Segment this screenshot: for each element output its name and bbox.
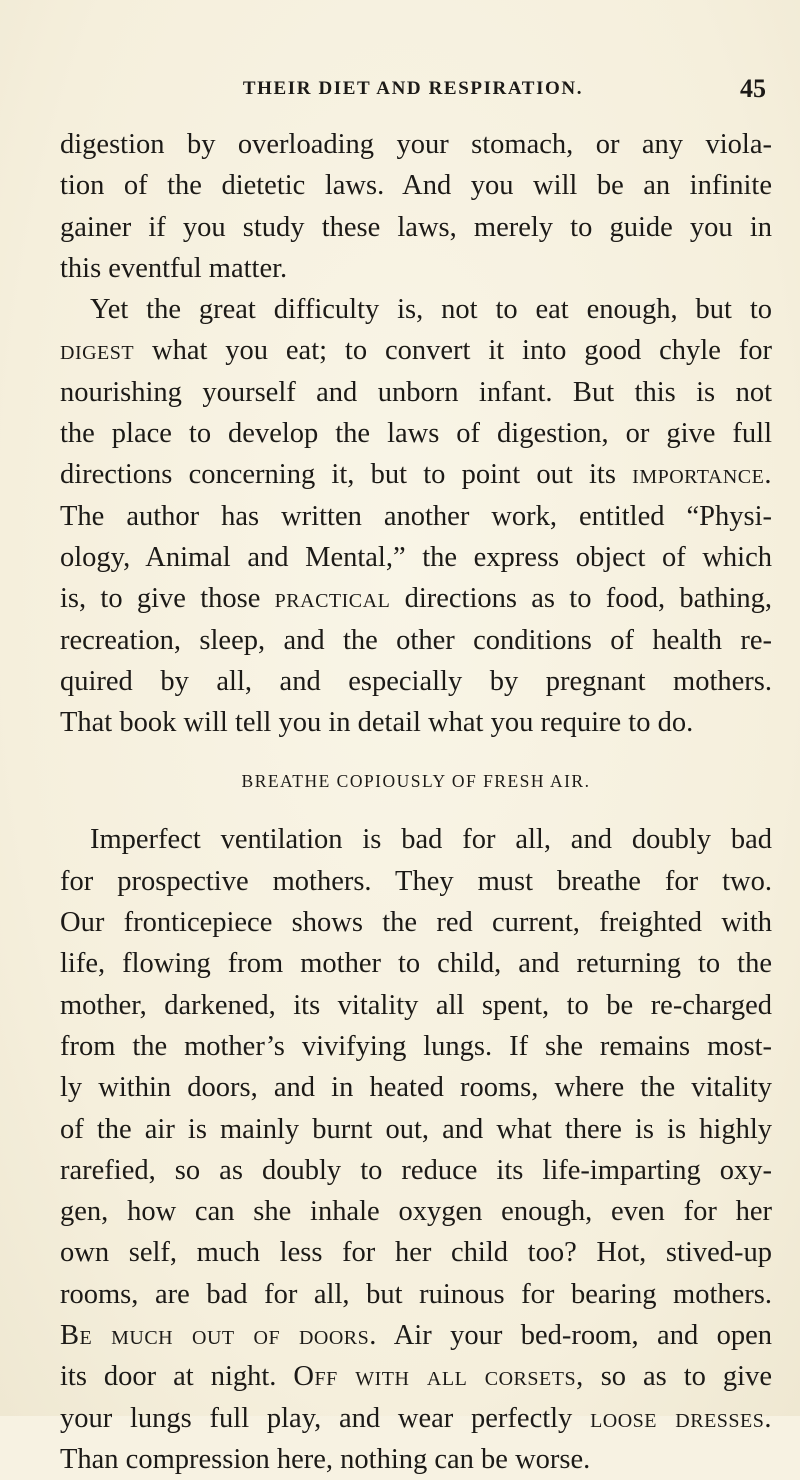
text-line: gainer if you study these laws, merely to guide you in — [60, 211, 772, 243]
text-line: Imperfect ventilation is bad for all, and doubly bad — [90, 824, 772, 856]
text-line: digestion by overloading your stomach, or any viola- — [60, 129, 772, 160]
text-line: recreation, sleep, and the other conditions of health re- — [60, 624, 772, 656]
text-span: Air your bed-room, and open — [376, 1320, 773, 1352]
text-line: That book will tell you in detail what you require to do. — [60, 707, 694, 739]
text-line — [60, 1315, 772, 1356]
small-caps-term: practical — [274, 583, 391, 615]
text-line: from the mother’s vivifying lungs. If she remains most- — [60, 1030, 772, 1062]
text-line: nourishing yourself and unborn infant. But this is not — [60, 376, 772, 408]
running-title: THEIR DIET AND RESPIRATION. — [242, 78, 584, 99]
text-line: The author has written another work, entitled “Physi- — [60, 500, 772, 532]
small-caps-term: Off with all corsets, — [293, 1361, 584, 1393]
text-line: life, flowing from mother to child, and returning to the — [60, 948, 772, 980]
small-caps-term: digest — [60, 335, 135, 367]
text-line: Our fronticepiece shows the red current, freighted with — [60, 907, 772, 939]
page-number: 45 — [740, 74, 766, 103]
text-line: Yet the great difficulty is, not to eat enough, but to — [90, 294, 772, 326]
text-line: gen, how can she inhale oxygen enough, even for her — [60, 1196, 772, 1228]
text-line: of the air is mainly burnt out, and what there is is highly — [60, 1113, 772, 1145]
text-span: so as to give — [583, 1361, 772, 1393]
text-line — [60, 454, 772, 495]
text-line: ology, Animal and Mental,” the express object of which — [60, 541, 772, 573]
text-line: this eventful matter. — [60, 252, 288, 284]
text-span: directions as to food, bathing, — [390, 583, 772, 615]
text-line — [60, 330, 772, 371]
text-line: for prospective mothers. They must breathe for two. — [60, 865, 772, 897]
running-head — [60, 74, 766, 108]
text-line: own self, much less for her child too? Hot, stived-up — [60, 1237, 772, 1269]
text-line: quired by all, and especially by pregnant mothers. — [60, 665, 772, 697]
small-caps-term: loose dresses. — [590, 1402, 772, 1434]
text-line: mother, darkened, its vitality all spent, to be re-charged — [60, 989, 772, 1021]
text-line — [60, 1356, 772, 1397]
text-line: the place to develop the laws of digestion, or give full — [60, 418, 772, 450]
text-span: its door at night. — [60, 1361, 294, 1393]
text-span: your lungs full play, and wear perfectly — [60, 1402, 591, 1434]
text-line: ly within doors, and in heated rooms, where the vitality — [60, 1072, 772, 1104]
text-span: directions concerning it, but to point out its — [60, 459, 633, 491]
text-line: rooms, are bad for all, but ruinous for bearing mothers. — [60, 1278, 772, 1310]
small-caps-term: importance. — [632, 459, 772, 491]
section-heading: BREATHE COPIOUSLY OF FRESH AIR. — [241, 771, 591, 792]
text-line — [60, 1398, 772, 1439]
body-text — [60, 124, 772, 1480]
text-line: rarefied, so as doubly to reduce its life-imparting oxy- — [60, 1154, 772, 1186]
small-caps-term: Be much out of doors. — [60, 1320, 377, 1352]
text-span: is, to give those — [60, 583, 275, 615]
text-line — [60, 578, 772, 619]
text-line: Than compression here, nothing can be worse. — [60, 1443, 591, 1475]
text-span: what you eat; to convert it into good chyle for — [134, 335, 772, 367]
text-line: tion of the dietetic laws. And you will be an infinite — [60, 170, 772, 202]
